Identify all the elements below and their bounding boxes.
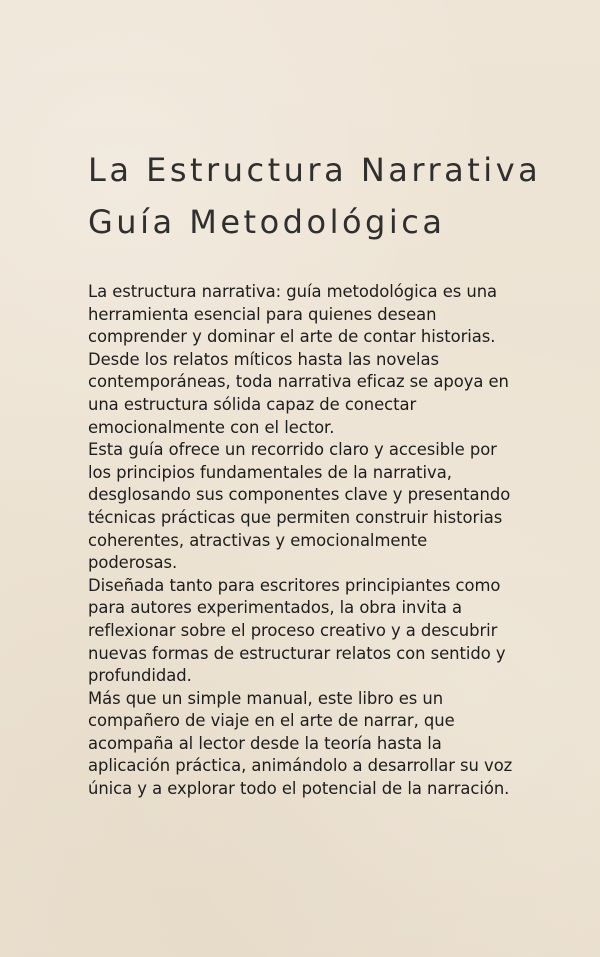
document-title-line-1: La Estructura Narrativa (88, 151, 542, 189)
paragraph: Más que un simple manual, este libro es un compañero de viaje en el arte de narrar, que acompaña al lector desde la teoría hasta la aplicación práctica, animándolo a desarrollar su voz única y a explorar todo el potencial de la narración. (88, 688, 513, 799)
paragraph: Diseñada tanto para escritores principiantes como para autores experimentados, la obra invita a reflexionar sobre el proceso creativo y a descubrir nuevas formas de estructurar relatos con sentido y profundidad. (88, 575, 506, 686)
description-text (88, 281, 518, 801)
paragraph: La estructura narrativa: guía metodológica es una herramienta esencial para quienes desean comprender y dominar el arte de contar historias. Desde los relatos míticos hasta las novelas contemporáneas, toda narrativa eficaz se apoya en una estructura sólida capaz de conectar emocionalmente con el lector. (88, 282, 509, 437)
title-block (88, 144, 542, 248)
paragraph: Esta guía ofrece un recorrido claro y accesible por los principios fundamentales de la narrativa, desglosando sus componentes clave y presentando técnicas prácticas que permiten construir historias coherentes, atractivas y emocionalmente poderosas. (88, 440, 511, 573)
document-title-line-2: Guía Metodológica (88, 203, 446, 241)
